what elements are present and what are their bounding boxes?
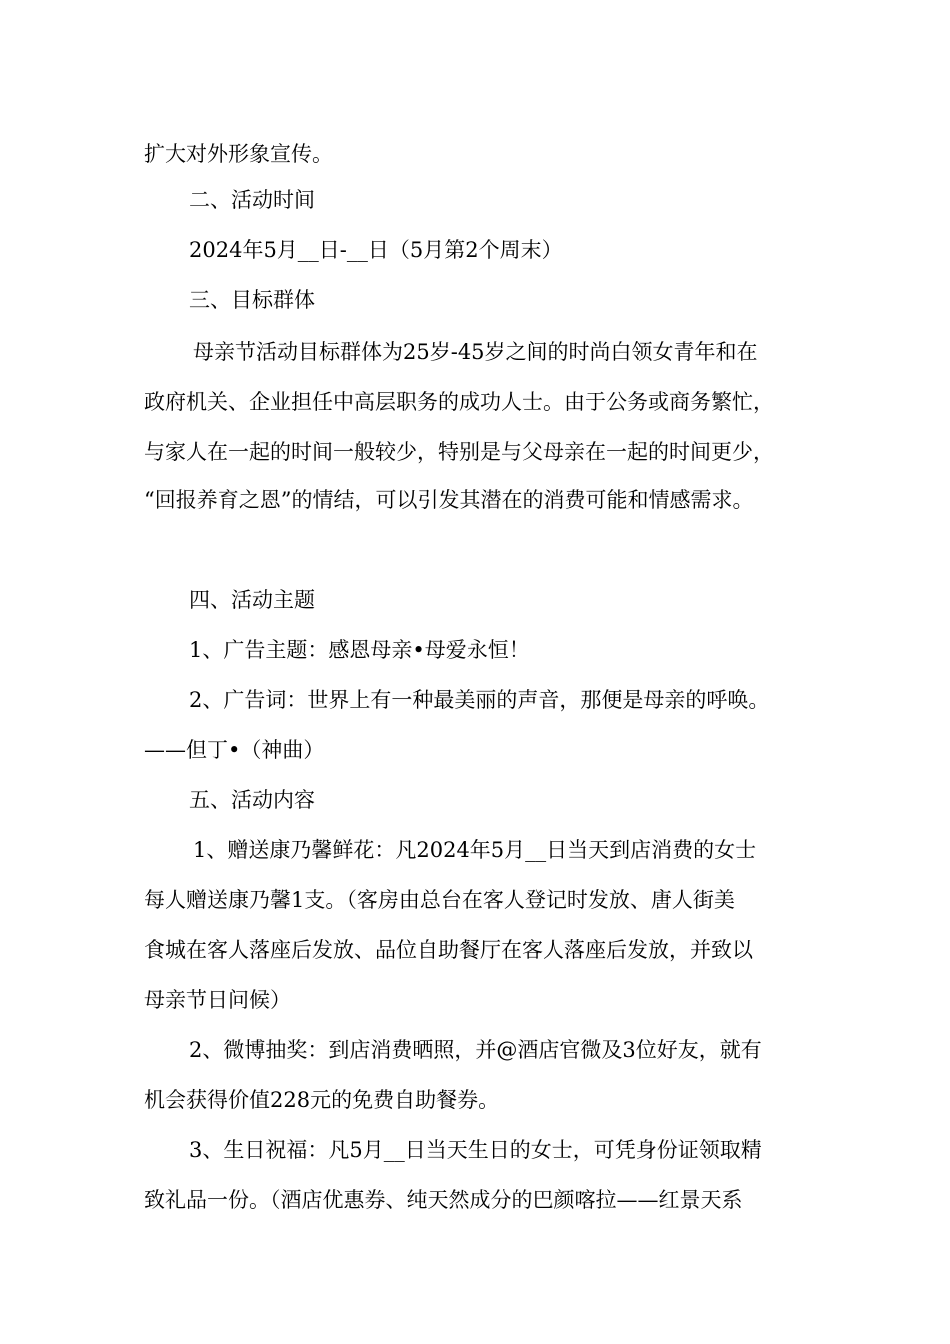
paragraph-line: 1、赠送康乃馨鲜花：凡2024年5月__日当天到店消费的女士 bbox=[193, 838, 757, 862]
paragraph-line: 食城在客人落座后发放、品位自助餐厅在客人落座后发放，并致以 bbox=[144, 938, 753, 962]
activity-date-line: 2024年5月__日-__日（5月第2个周末） bbox=[189, 238, 563, 262]
section-heading-target-group: 三、目标群体 bbox=[189, 288, 315, 312]
section-heading-activity-time: 二、活动时间 bbox=[189, 188, 315, 212]
paragraph-line: 政府机关、企业担任中高层职务的成功人士。由于公务或商务繁忙， bbox=[144, 390, 774, 414]
quote-attribution-line: ——但丁•（神曲） bbox=[144, 738, 325, 762]
paragraph-line: 扩大对外形象宣传。 bbox=[144, 142, 333, 166]
paragraph-line: 与家人在一起的时间一般较少，特别是与父母亲在一起的时间更少， bbox=[144, 440, 774, 464]
paragraph-line: 母亲节活动目标群体为25岁-45岁之间的时尚白领女青年和在 bbox=[193, 340, 758, 364]
paragraph-line: 母亲节日问候） bbox=[144, 988, 291, 1012]
section-heading-activity-content: 五、活动内容 bbox=[189, 788, 315, 812]
paragraph-line: 机会获得价值228元的免费自助餐券。 bbox=[144, 1088, 500, 1112]
section-heading-activity-theme: 四、活动主题 bbox=[189, 588, 315, 612]
paragraph-line: 2、微博抽奖：到店消费晒照，并@酒店官微及3位好友，就有 bbox=[189, 1038, 762, 1062]
paragraph-line: 3、生日祝福：凡5月__日当天生日的女士，可凭身份证领取精 bbox=[189, 1138, 762, 1162]
ad-slogan-line: 2、广告词：世界上有一种最美丽的声音，那便是母亲的呼唤。 bbox=[189, 688, 770, 712]
ad-theme-line: 1、广告主题：感恩母亲•母爱永恒！ bbox=[189, 638, 530, 662]
paragraph-line: 致礼品一份。（酒店优惠券、纯天然成分的巴颜喀拉——红景天系 bbox=[144, 1188, 743, 1212]
paragraph-line: 每人赠送康乃馨1支。（客房由总台在客人登记时发放、唐人街美 bbox=[144, 888, 735, 912]
paragraph-line: “回报养育之恩”的情结，可以引发其潜在的消费可能和情感需求。 bbox=[144, 488, 754, 512]
